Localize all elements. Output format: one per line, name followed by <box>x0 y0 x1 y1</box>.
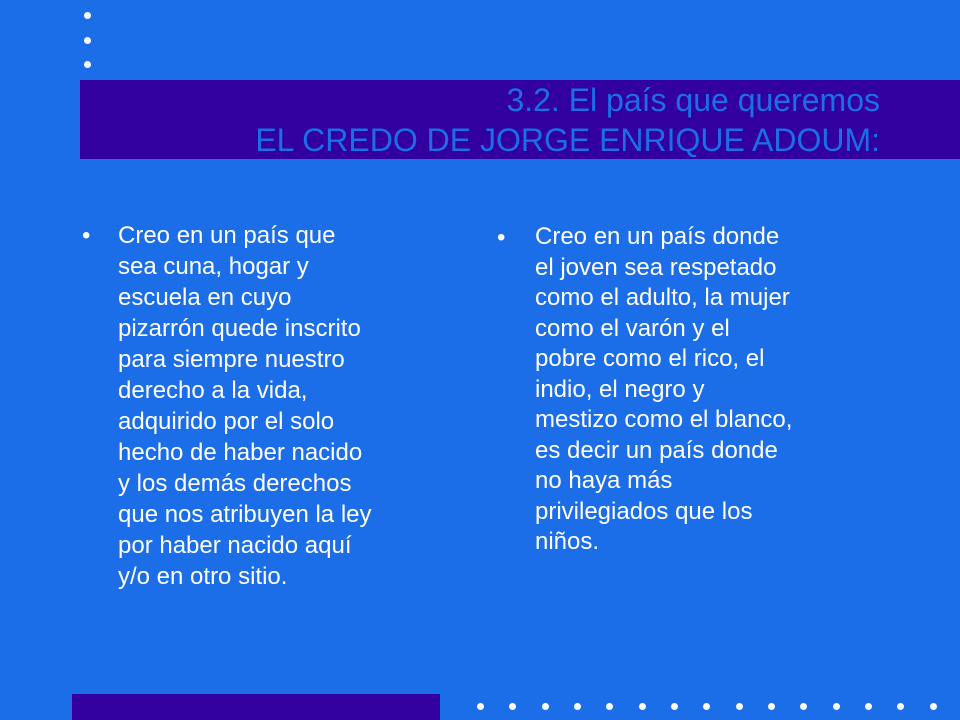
right-line: Creo en un país donde <box>535 223 780 250</box>
right-bullet-text <box>535 222 792 558</box>
decorative-dot <box>477 703 484 710</box>
right-line: mestizo como el blanco, <box>535 406 793 433</box>
right-line: como el varón y el <box>535 314 730 342</box>
left-line: por haber nacido aquí <box>118 532 352 559</box>
decorative-dot <box>897 703 904 710</box>
left-bullet-item <box>82 220 462 592</box>
decorative-dot <box>930 703 937 710</box>
left-line: para siempre nuestro <box>118 346 345 373</box>
left-line: y los demás derechos <box>118 470 352 497</box>
left-line: pizarrón quede inscrito <box>118 315 361 342</box>
right-line: el joven sea respetado <box>535 253 777 281</box>
slide-title <box>120 80 880 160</box>
left-line: derecho a la vida, <box>118 377 308 404</box>
decorative-dot <box>542 703 549 710</box>
right-line: indio, el negro y <box>535 375 705 403</box>
decorative-dot <box>736 703 743 710</box>
left-line: y/o en otro sitio. <box>118 563 288 590</box>
decorative-dot <box>768 703 775 710</box>
decorative-dot <box>639 703 646 710</box>
decorative-dot <box>84 61 91 68</box>
right-line: es decir un país donde <box>535 436 778 464</box>
left-line: Creo en un país que <box>118 222 336 249</box>
right-column <box>497 222 897 558</box>
left-bullet-text <box>118 220 372 592</box>
right-line: no haya más <box>535 467 673 494</box>
right-line: privilegiados que los <box>535 497 753 525</box>
right-bullet-item <box>497 222 897 558</box>
decorative-dot <box>606 703 613 710</box>
left-line: hecho de haber nacido <box>118 439 363 466</box>
decorative-dot <box>574 703 581 710</box>
decorative-dot <box>865 703 872 710</box>
decorative-dot <box>509 703 516 710</box>
right-line: como el adulto, la mujer <box>535 284 790 311</box>
decorative-dot <box>84 37 91 44</box>
decorative-dot <box>703 703 710 710</box>
right-line: pobre como el rico, el <box>535 345 765 372</box>
bottom-band <box>72 694 440 720</box>
decorative-dot <box>671 703 678 710</box>
decorative-dot <box>833 703 840 710</box>
bullet-icon: • <box>497 224 506 251</box>
bullet-icon: • <box>82 222 91 249</box>
left-line: adquirido por el solo <box>118 408 335 435</box>
left-line: escuela en cuyo <box>118 284 292 311</box>
left-line: sea cuna, hogar y <box>118 253 309 280</box>
left-line: que nos atribuyen la ley <box>118 501 372 528</box>
right-line: niños. <box>535 528 600 555</box>
title-line-1: 3.2. El país que queremos <box>506 82 880 118</box>
left-column <box>82 220 462 592</box>
title-line-2: EL CREDO DE JORGE ENRIQUE ADOUM: <box>255 122 880 158</box>
decorative-dot <box>84 12 91 19</box>
decorative-dot <box>800 703 807 710</box>
